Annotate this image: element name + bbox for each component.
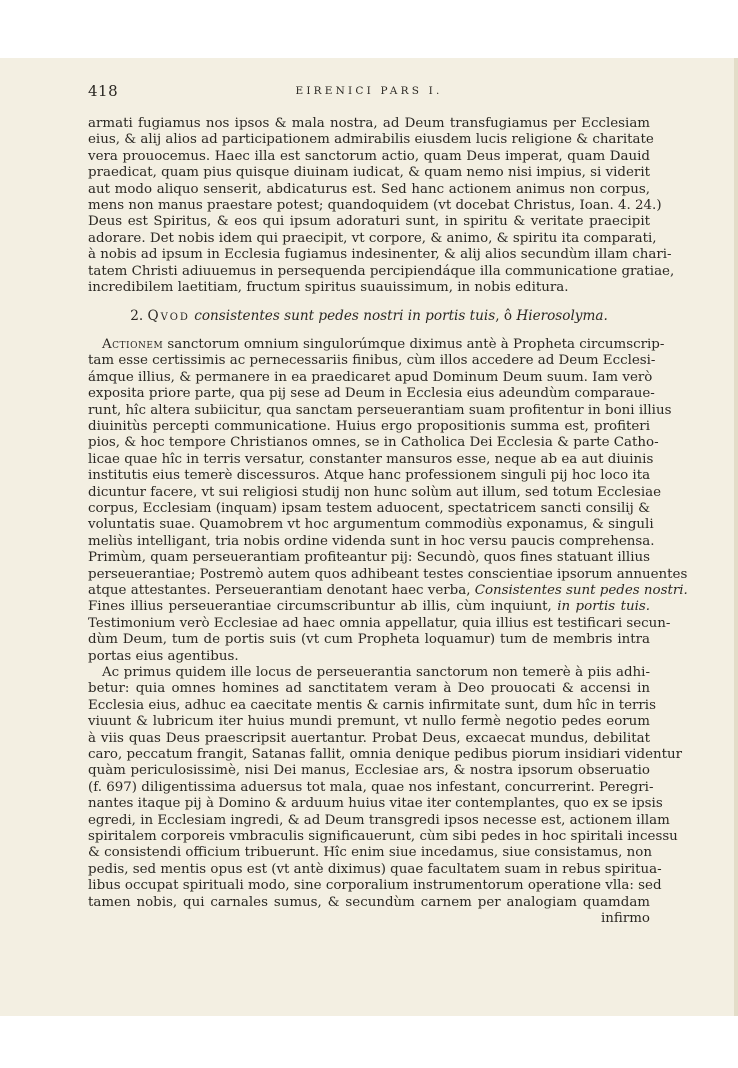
page-number: 418 — [88, 82, 119, 100]
body-text — [88, 116, 688, 928]
text-line: pedis, sed mentis opus est (vt antè diximus) quae facultatem suam in rebus spiritua- — [88, 861, 662, 877]
running-head: EIRENICI PARS I. — [295, 85, 443, 97]
text-line: nantes itaque pij à Domino & arduum huius vitae iter contemplantes, quo ex se ipsis — [88, 796, 663, 812]
section-heading — [88, 308, 650, 324]
text-line: dùm Deum, tum de portis suis (vt cum Propheta loquamur) tum de membris intra — [88, 632, 650, 648]
text-line: praedicat, quam pius quisque diuinam iudicat, & quam nemo nisi impius, si viderit — [88, 165, 650, 181]
text-line: licae quae hîc in terris versatur, constanter mansuros esse, neque ab ea aut diuinis — [88, 451, 654, 467]
page-header — [88, 82, 650, 102]
section-number: 2. — [130, 308, 144, 325]
text-line: viuunt & lubricum iter huius mundi premunt, vt nullo fermè negotio pedes eorum — [88, 714, 650, 730]
section-separator: , ô — [495, 308, 513, 325]
text-line — [88, 582, 688, 599]
text-line: Testimonium verò Ecclesiae ad haec omnia appellatur, quia illius est testificari secun- — [88, 615, 671, 631]
text-line: portas eius agentibus. — [88, 648, 239, 664]
text-line: dicuntur facere, vt sui religiosi studij non hunc solùm aut illum, sed totum Ecclesiae — [88, 484, 662, 500]
text-fragment: Fines illius perseuerantiae circumscribuntur ab illis, cùm inquiunt, — [88, 599, 552, 615]
text-line: à nobis ad ipsum in Ecclesia fugiamus indesinenter, & alij alios secundùm illam chari- — [88, 247, 672, 263]
text-line — [88, 599, 650, 615]
paragraph-3 — [88, 665, 683, 911]
text-line: Primùm, quam perseuerantiam profiteantur pij: Secundò, quos fines statuant illius — [88, 550, 650, 566]
italic-phrase: in portis tuis. — [557, 599, 650, 615]
text-line: quàm periculosissimè, nisi Dei manus, Ecclesiae ars, & nostra ipsorum obseruatio — [88, 763, 650, 779]
text-line: egredi, in Ecclesiam ingredi, & ad Deum transgredi ipsos necesse est, actionem illam — [88, 812, 670, 828]
drop-word: Actionem — [102, 336, 164, 352]
text-line: mens non manus praestare potest; quandoquidem (vt docebat Christus, Ioan. 4. 24.) — [88, 198, 662, 214]
text-fragment: atque attestantes. Perseuerantiam denotant haec verba, — [88, 582, 471, 598]
text-line: diuinitùs percepti communicatione. Huius ergo propositionis summa est, profiteri — [88, 418, 650, 434]
text-line: tatem Christi adiuuemus in persequenda percipiendáque illa communicatione gratiae, — [88, 263, 675, 279]
text-line: Ac primus quidem ille locus de perseuerantia sanctorum non temerè à piis adhi- — [102, 665, 650, 680]
text-line: tam esse certissimis ac pernecessariis finibus, cùm illos accedere ad Deum Ecclesi- — [88, 353, 656, 369]
text-line: Deus est Spiritus, & eos qui ipsum adoraturi sunt, in spiritu & veritate praecipit — [88, 214, 650, 230]
italic-phrase: Consistentes sunt pedes nostri. — [474, 582, 688, 598]
text-line: voluntatis suae. Quamobrem vt hoc argumentum commodiùs exponamus, & singuli — [88, 517, 654, 533]
paragraph-2 — [88, 336, 688, 665]
text-line: pios, & hoc tempore Christianos omnes, se in Catholica Dei Ecclesia & parte Catho- — [88, 435, 659, 451]
text-line: exposita priore parte, qua pij sese ad Deum in Ecclesia eius adeundùm comparaue- — [88, 386, 655, 402]
text-line: armati fugiamus nos ipsos & mala nostra, ad Deum transfugiamus per Ecclesiam — [88, 116, 650, 131]
text-line: tamen nobis, qui carnales sumus, & secundùm carnem per analogiam quamdam — [88, 894, 650, 910]
text-line: runt, hîc altera subiicitur, qua sanctam perseuerantiam suam profitentur in boni illius — [88, 402, 672, 418]
text-line: meliùs intelligant, tria nobis ordine videnda sunt in hoc versu paucis comprehensa. — [88, 533, 655, 549]
paragraph-2-lines — [88, 353, 688, 583]
text-line — [88, 336, 665, 353]
catchword: infirmo — [601, 911, 650, 927]
text-line: perseuerantiae; Postremò autem quos adhibeant testes conscientiae ipsorum annuentes — [88, 566, 688, 582]
section-title-italic: consistentes sunt pedes nostri in portis tuis — [194, 308, 496, 325]
text-line: adorare. Det nobis idem qui praecipit, vt corpore, & animo, & spiritu ita comparati, — [88, 230, 657, 246]
text-line: spiritalem corporeis vmbraculis significauerunt, cùm sibi pedes in hoc spiritali incessu — [88, 829, 678, 845]
section-title-end: Hierosolyma. — [516, 308, 608, 325]
text-line: caro, peccatum frangit, Satanas fallit, omnia denique pedibus piorum insidiari videntur — [88, 747, 683, 763]
text-line: & consistendi officium tribuerunt. Hîc enim siue incedamus, siue consistamus, non — [88, 845, 652, 861]
text-line: libus occupat spirituali modo, sine corporalium instrumentorum operatione vlla: sed — [88, 878, 662, 894]
text-line: incredibilem laetitiam, fructum spiritus suauissimum, in nobis editura. — [88, 280, 569, 296]
text-line: eius, & alij alios ad participationem admirabilis eiusdem lucis religione & charitate — [88, 132, 654, 148]
text-fragment: sanctorum omnium singulorúmque diximus antè à Propheta circumscrip- — [163, 336, 665, 352]
text-line: institutis eius temerè discessuros. Atque hanc professionem singuli pij hoc loco ita — [88, 468, 651, 484]
text-line: aut modo aliquo senserit, abdicaturus est. Sed hanc actionem animus non corpus, — [88, 181, 650, 197]
text-line: (f. 697) diligentissima aduersus tot mala, quae nos infestant, concurrerint. Peregri- — [88, 779, 654, 795]
text-line: corpus, Ecclesiam (inquam) ipsam testem aduocent, spectatricem sancti consilij & — [88, 500, 650, 516]
paragraph-1 — [88, 116, 675, 296]
section-first-word: Qvod — [147, 308, 190, 325]
text-line: Ecclesia eius, adhuc ea caecitate mentis & carnis infirmitate sunt, dum hîc in terris — [88, 697, 656, 713]
text-line: vera prouocemus. Haec illa est sanctorum actio, quam Deus imperat, quam Dauid — [88, 148, 650, 164]
text-line: ámque illius, & permanere in ea praedicaret apud Dominum Deum suum. Iam verò — [88, 369, 653, 385]
text-line: à viis quas Deus praescripsit auertantur. Probat Deus, excaecat mundus, debilitat — [88, 730, 650, 746]
text-line: betur: quia omnes homines ad sanctitatem veram à Deo prouocati & accensi in — [88, 681, 650, 697]
book-page — [0, 58, 738, 1016]
page-edge — [734, 58, 738, 1016]
